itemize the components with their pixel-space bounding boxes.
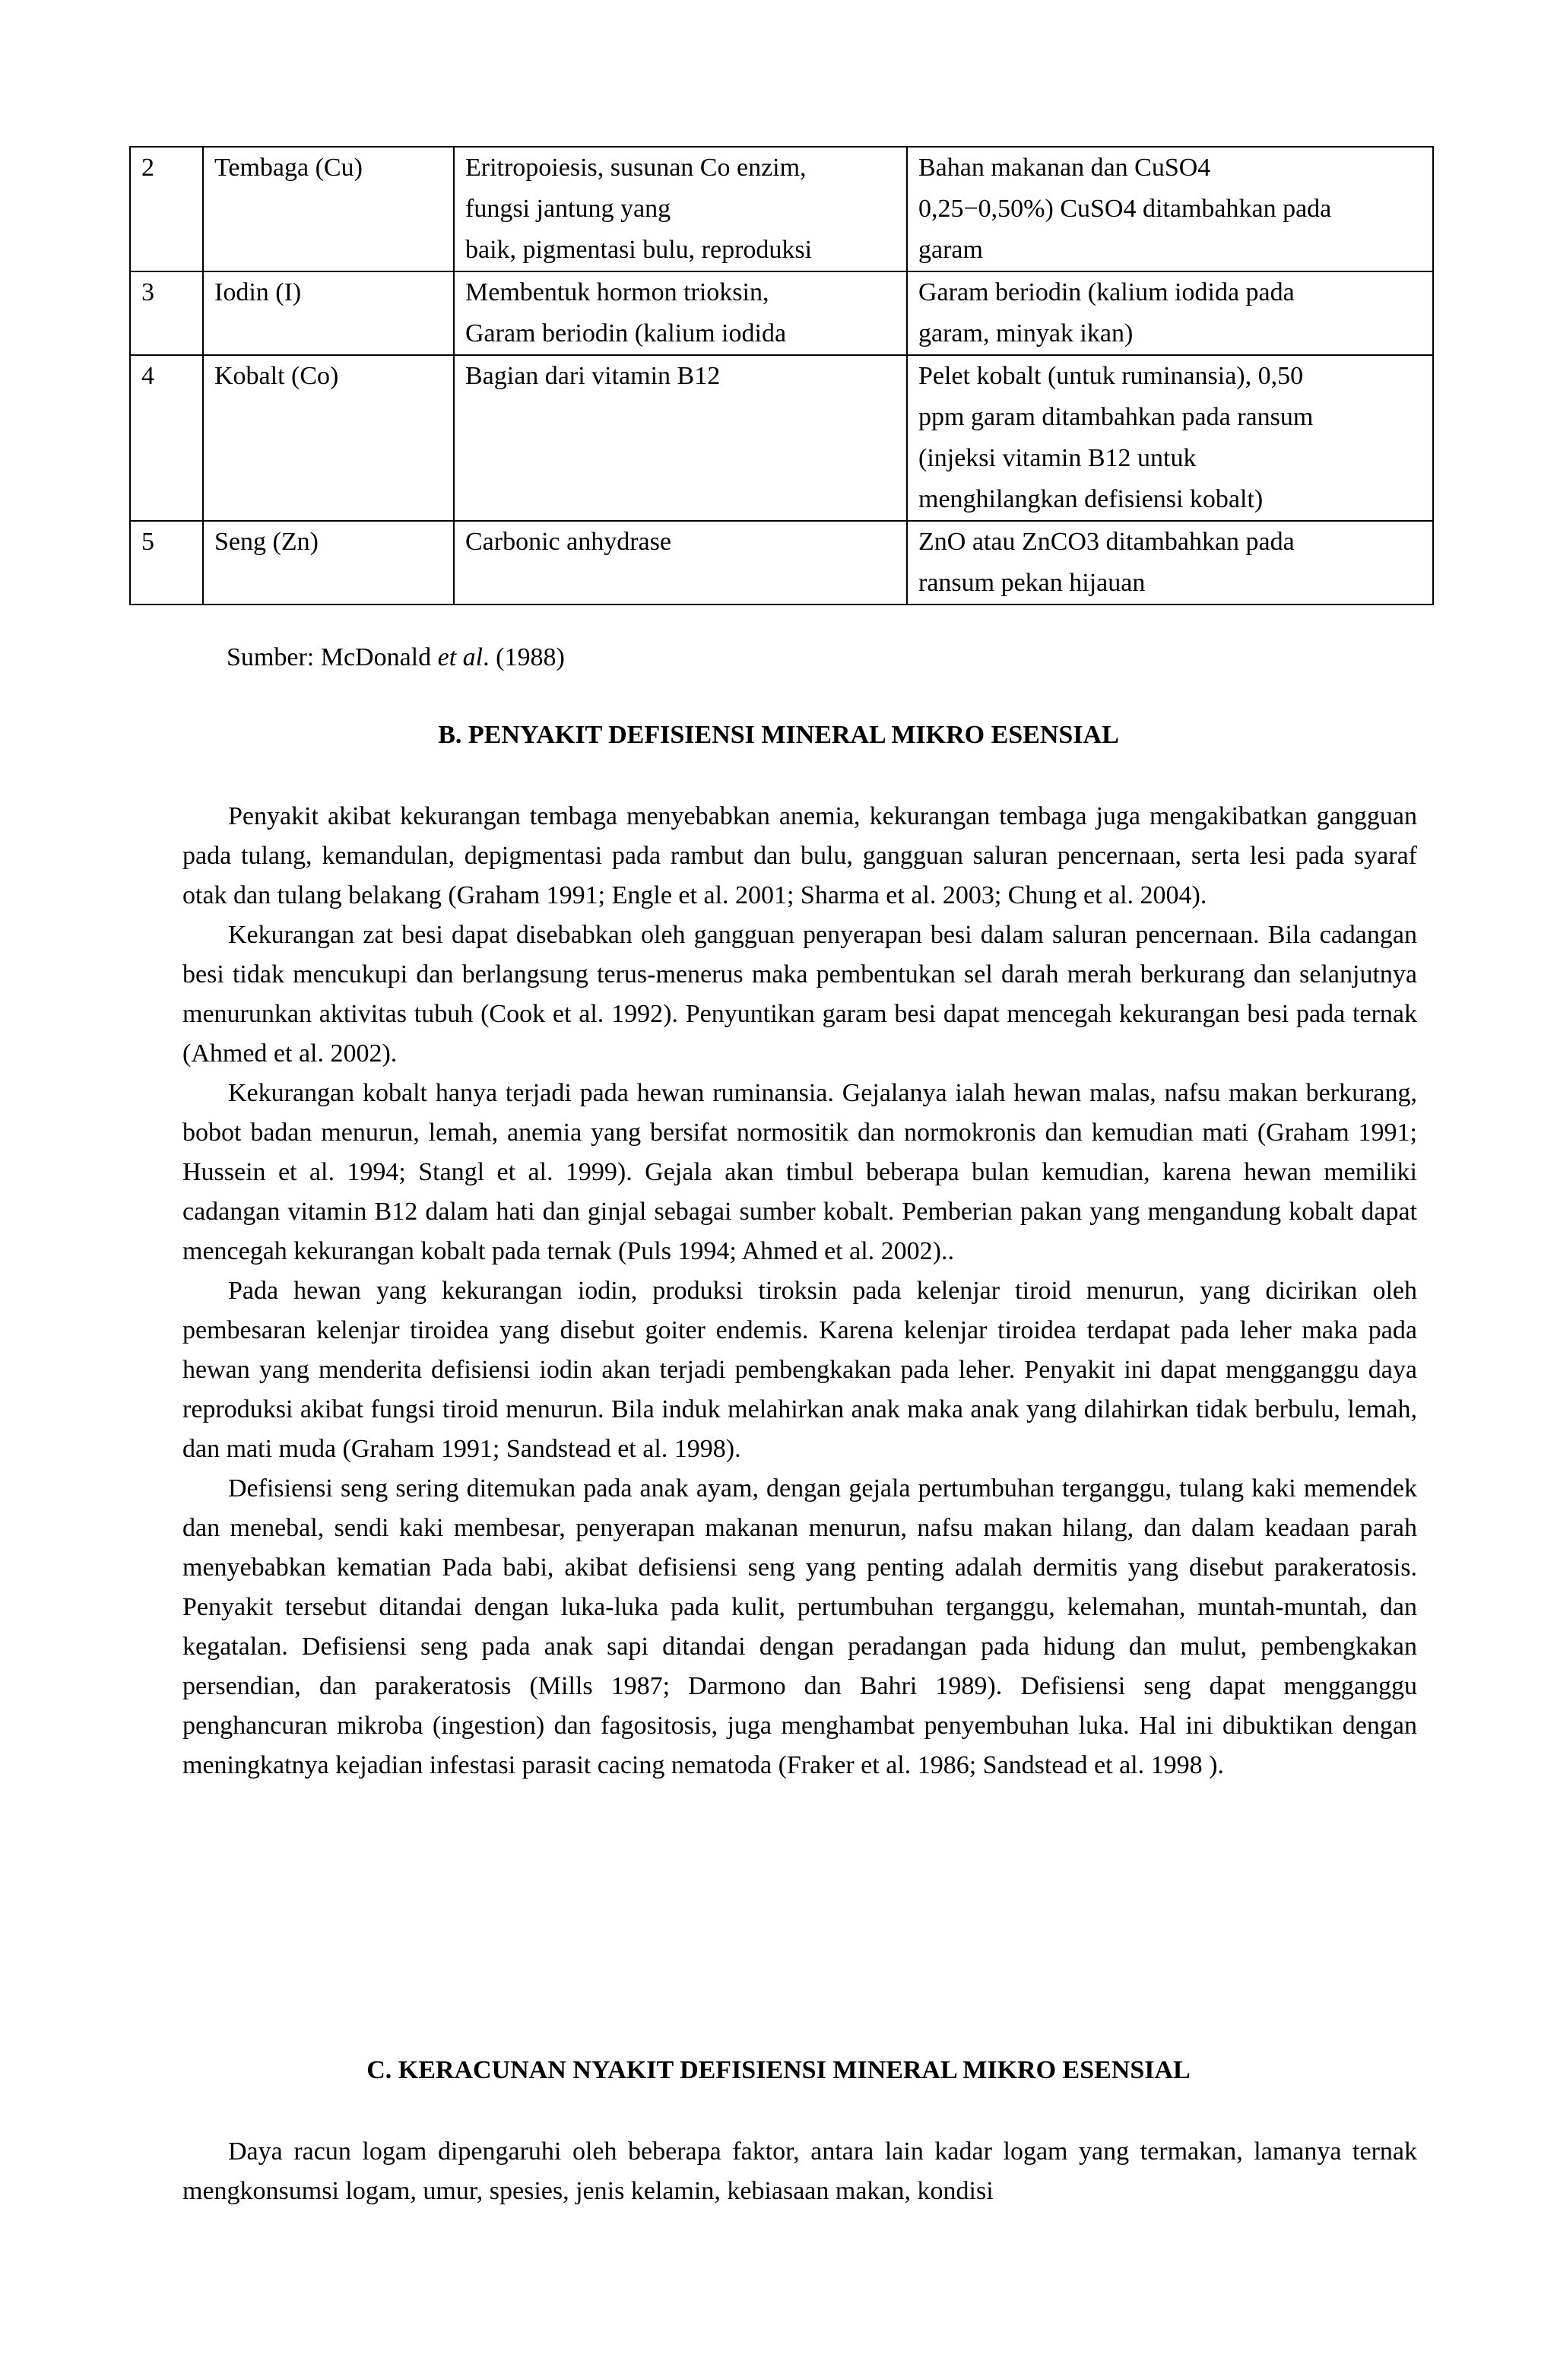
table-row (130, 147, 1433, 271)
table-row (130, 355, 1433, 521)
mineral-source: Garam beriodin (kalium iodida pada garam, minyak ikan) (907, 271, 1433, 355)
mineral-source: ZnO atau ZnCO3 ditambahkan pada ransum pekan hijauan (907, 521, 1433, 605)
table-row (130, 521, 1433, 605)
paragraph: Penyakit akibat kekurangan tembaga menyebabkan anemia, kekurangan tembaga juga mengakibatkan gangguan pada tulang, kemandulan, depigmentasi pada rambut dan bulu, gangguan saluran pencernaan, serta lesi pada syaraf otak dan tulang belakang (Graham 1991; Engle et al. 2001; Sharma et al. 2003; Chung et al. 2004). (182, 802, 1417, 909)
mineral-function: Eritropoiesis, susunan Co enzim, fungsi jantung yang baik, pigmentasi bulu, reproduksi (454, 147, 907, 271)
source-prefix: Sumber: McDonald (227, 643, 438, 671)
mineral-name: Seng (Zn) (203, 521, 454, 605)
section-b-body (182, 797, 1417, 1785)
row-number: 2 (130, 147, 203, 271)
paragraph: Defisiensi seng sering ditemukan pada anak ayam, dengan gejala pertumbuhan terganggu, tulang kaki memendek dan menebal, sendi kaki membesar, penyerapan makanan menurun, nafsu makan hilang, dan dalam keadaan parah menyebabkan kematian Pada babi, akibat defisiensi seng yang penting adalah dermitis yang disebut parakeratosis. Penyakit tersebut ditandai dengan luka-luka pada kulit, pertumbuhan terganggu, kelemahan, muntah-muntah, dan kegatalan. Defisiensi seng pada anak sapi ditandai dengan peradangan pada hidung dan mulut, pembengkakan persendian, dan parakeratosis (Mills 1987; Darmono dan Bahri 1989). Defisiensi seng dapat mengganggu penghancuran mikroba (ingestion) dan fagositosis, juga menghambat penyembuhan luka. Hal ini dibuktikan dengan meningkatnya kejadian infestasi parasit cacing nematoda (Fraker et al. 1986; Sandstead et al. 1998 ). (182, 1474, 1417, 1779)
mineral-source: Pelet kobalt (untuk ruminansia), 0,50 ppm garam ditambahkan pada ransum (injeksi vitamin B12 untuk menghilangkan defisiensi kobalt) (907, 355, 1433, 521)
paragraph: Pada hewan yang kekurangan iodin, produksi tiroksin pada kelenjar tiroid menurun, yang dicirikan oleh pembesaran kelenjar tiroidea yang disebut goiter endemis. Karena kelenjar tiroidea terdapat pada leher maka pada hewan yang menderita defisiensi iodin akan terjadi pembengkakan pada leher. Penyakit ini dapat mengganggu daya reproduksi akibat fungsi tiroid menurun. Bila induk melahirkan anak maka anak yang dilahirkan tidak berbulu, lemah, dan mati muda (Graham 1991; Sandstead et al. 1998). (182, 1277, 1417, 1463)
mineral-table (129, 146, 1434, 605)
row-number: 4 (130, 355, 203, 521)
paragraph: Kekurangan zat besi dapat disebabkan oleh gangguan penyerapan besi dalam saluran pencernaan. Bila cadangan besi tidak mencukupi dan berlangsung terus-menerus maka pembentukan sel darah merah berkurang dan selanjutnya menurunkan aktivitas tubuh (Cook et al. 1992). Penyuntikan garam besi dapat mencegah kekurangan besi pada ternak (Ahmed et al. 2002). (182, 921, 1417, 1068)
table-row (130, 271, 1433, 355)
section-b-heading: B. PENYAKIT DEFISIENSI MINERAL MIKRO ESENSIAL (438, 721, 1119, 749)
paragraph: Kekurangan kobalt hanya terjadi pada hewan ruminansia. Gejalanya ialah hewan malas, nafsu makan berkurang, bobot badan menurun, lemah, anemia yang bersifat normositik dan normokronis dan kemudian mati (Graham 1991; Hussein et al. 1994; Stangl et al. 1999). Gejala akan timbul beberapa bulan kemudian, karena hewan memiliki cadangan vitamin B12 dalam hati dan ginjal sebagai sumber kobalt. Pemberian pakan yang mengandung kobalt dapat mencegah kekurangan kobalt pada ternak (Puls 1994; Ahmed et al. 2002).. (182, 1079, 1417, 1265)
source-etal: et al (437, 643, 484, 671)
paragraph: Daya racun logam dipengaruhi oleh beberapa faktor, antara lain kadar logam yang termakan, lamanya ternak mengkonsumsi logam, umur, spesies, jenis kelamin, kebiasaan makan, kondisi (182, 2137, 1417, 2205)
section-c-heading: C. KERACUNAN NYAKIT DEFISIENSI MINERAL MIKRO ESENSIAL (366, 2056, 1191, 2084)
mineral-function: Bagian dari vitamin B12 (454, 355, 907, 521)
mineral-name: Iodin (I) (203, 271, 454, 355)
mineral-function: Carbonic anhydrase (454, 521, 907, 605)
mineral-name: Kobalt (Co) (203, 355, 454, 521)
table-source-note (227, 637, 565, 678)
row-number: 3 (130, 271, 203, 355)
mineral-name: Tembaga (Cu) (203, 147, 454, 271)
mineral-source: Bahan makanan dan CuSO4 0,25−0,50%) CuSO4 ditambahkan pada garam (907, 147, 1433, 271)
section-c-body (182, 2132, 1417, 2211)
source-suffix: . (1988) (483, 643, 565, 671)
row-number: 5 (130, 521, 203, 605)
mineral-function: Membentuk hormon trioksin, Garam beriodin (kalium iodida (454, 271, 907, 355)
